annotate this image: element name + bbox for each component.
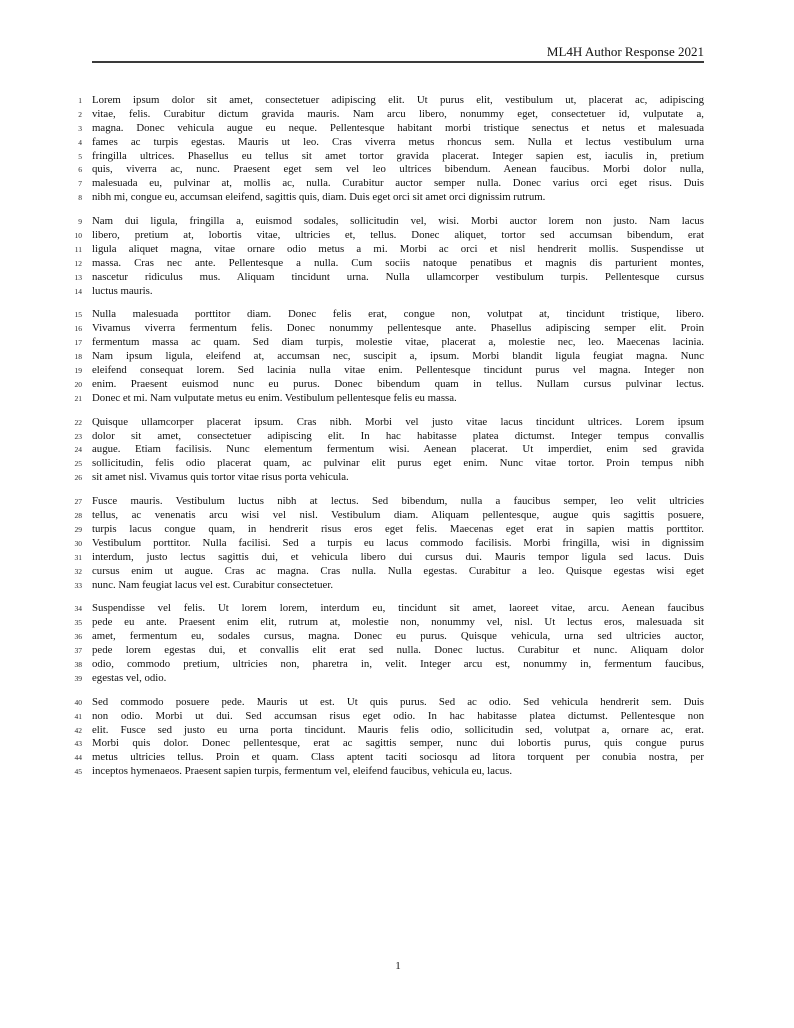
paragraph [74, 415, 704, 485]
line-text: malesuada eu, pulvinar at, mollis ac, nulla. Curabitur auctor semper nulla. Donec varius orci eget risus. Duis [92, 177, 704, 190]
line-number: 13 [74, 272, 82, 282]
text-line [74, 709, 704, 724]
text-line [78, 191, 704, 205]
line-number: 36 [74, 632, 82, 642]
line-number: 2 [78, 109, 82, 119]
line-number: 30 [74, 538, 82, 548]
line-number: 3 [78, 123, 82, 133]
line-number: 14 [74, 286, 82, 296]
line-text: interdum, justo lectus sagittis dui, et vehicula libero dui cursus dui. Mauris tempor ligula sed lacus. Duis [92, 550, 704, 563]
document-body [74, 94, 704, 779]
line-number: 26 [74, 473, 82, 483]
line-text: amet, fermentum eu, sodales cursus, magna. Donec eu purus. Quisque vehicula, urna sed ultricies auctor, [92, 630, 704, 643]
line-number: 6 [78, 165, 82, 175]
line-text: odio, commodo pretium, ultricies non, pharetra in, velit. Integer arcu est, nonummy in, fermentum faucibus, [92, 657, 704, 670]
line-text: magna. Donec vehicula augue eu neque. Pellentesque habitant morbi tristique senectus et netus et malesuada [92, 121, 704, 134]
line-text: Morbi quis dolor. Donec pellentesque, erat ac sagittis semper, nunc dui lobortis purus, quis congue purus [92, 737, 704, 750]
line-text: nunc. Nam feugiat lacus vel est. Curabitur consectetuer. [92, 578, 334, 591]
line-text: Nam ipsum ligula, eleifend at, accumsan nec, suscipit a, ipsum. Morbi blandit ligula feugiat magna. Nunc [92, 350, 704, 363]
paragraph [74, 495, 704, 592]
paragraph [78, 94, 704, 205]
line-text: eleifend consequat lorem. Sed lacinia nulla vitae enim. Pellentesque tincidunt purus vel magna. Integer non [92, 364, 704, 377]
line-number: 11 [74, 244, 82, 254]
text-line [74, 509, 704, 523]
header-rule [92, 61, 704, 63]
line-text: cursus enim ut augue. Cras ac magna. Cras nulla. Nulla egestas. Curabitur a leo. Quisque egestas wisi eget [92, 564, 704, 577]
line-text: ligula aliquet magna, vitae ornare odio metus a mi. Morbi ac orci et nisl hendrerit mollis. Suspendisse ut [92, 242, 704, 255]
paragraph [74, 602, 704, 685]
text-line [74, 270, 704, 285]
line-number: 40 [74, 697, 82, 707]
text-line [74, 671, 704, 686]
line-text: non odio. Morbi ut dui. Sed accumsan risus eget odio. In hac habitasse platea dictumst. Pellentesque non [92, 709, 704, 722]
text-line [74, 723, 704, 738]
line-text: quis, viverra ac, nunc. Praesent eget sem vel leo ultrices bibendum. Aenean faucibus. Morbi dolor nulla, [92, 163, 704, 176]
text-line [74, 415, 704, 430]
line-number: 41 [74, 711, 82, 721]
line-number: 23 [74, 431, 82, 441]
text-line [74, 443, 704, 457]
line-text: libero, pretium at, lobortis vitae, ultricies et, tellus. Donec aliquet, tortor sed accumsan bibendum, erat [92, 229, 704, 242]
text-line [78, 177, 704, 191]
line-text: Suspendisse vel felis. Ut lorem lorem, interdum eu, tincidunt sit amet, laoreet vitae, arcu. Aenean faucibus [92, 602, 704, 615]
text-line [74, 391, 704, 406]
line-text: elit. Fusce sed justo eu urna porta tincidunt. Mauris felis odio, sollicitudin sed, volutpat a, ornare ac, erat. [92, 723, 704, 736]
text-line [74, 630, 704, 644]
line-number: 1 [78, 96, 82, 105]
line-text: Nulla malesuada porttitor diam. Donec felis erat, congue non, volutpat at, tincidunt tristique, libero. [92, 308, 704, 321]
line-text: pede lorem egestas dui, et convallis elit erat sed nulla. Donec luctus. Curabitur et nunc. Aliquam dolor [92, 644, 704, 657]
line-number: 19 [74, 366, 82, 376]
text-line [74, 751, 704, 765]
line-text: vitae, felis. Curabitur dictum gravida mauris. Nam arcu libero, nonummy eget, consectetuer id, vulputate a, [92, 107, 704, 120]
line-number: 32 [74, 566, 82, 576]
text-line [74, 364, 704, 378]
text-line [74, 522, 704, 537]
line-number: 16 [74, 324, 82, 334]
text-line [74, 229, 704, 243]
text-line [74, 737, 704, 751]
text-line [78, 121, 704, 136]
line-text: inceptos hymenaeos. Praesent sapien turpis, fermentum vel, eleifend faucibus, vehicula eu, lacus. [92, 765, 513, 778]
line-number: 45 [74, 767, 82, 777]
line-number: 21 [74, 393, 82, 403]
text-line [74, 377, 704, 392]
line-text: Quisque ullamcorper placerat ipsum. Cras nibh. Morbi vel justo vitae lacus tincidunt ultrices. Lorem ipsum [92, 415, 704, 428]
line-number: 18 [74, 352, 82, 362]
line-number: 28 [74, 511, 82, 521]
line-number: 22 [74, 417, 82, 427]
line-text: Sed commodo posuere pede. Mauris ut est. Ut quis purus. Sed ac odio. Sed vehicula hendrerit sem. Duis [92, 695, 704, 708]
line-text: fringilla ultrices. Phasellus eu tellus sit amet tortor gravida placerat. Integer sapien est, iaculis in, pretium [92, 149, 704, 162]
line-number: 8 [78, 193, 82, 203]
text-line [74, 471, 704, 485]
paragraph [74, 695, 704, 779]
text-line [74, 602, 704, 616]
text-line [78, 107, 704, 122]
text-line [74, 550, 704, 565]
line-number: 7 [78, 179, 82, 189]
line-number: 44 [74, 753, 82, 763]
line-text: dolor sit amet, consectetuer adipiscing elit. In hac habitasse platea dictumst. Integer tempus convallis [92, 429, 704, 442]
text-line [74, 322, 704, 336]
line-number: 27 [74, 497, 82, 507]
line-text: nascetur ridiculus mus. Aliquam tincidunt urna. Nulla ullamcorper vestibulum turpis. Pellentesque cursus [92, 270, 704, 283]
line-text: tellus, ac venenatis arcu wisi vel nisl. Vestibulum diam. Aliquam pellentesque, augue quis sagittis posuere, [92, 509, 704, 522]
line-text: Donec et mi. Nam vulputate metus eu enim. Vestibulum pellentesque felis eu massa. [92, 391, 457, 404]
line-number: 38 [74, 659, 82, 669]
text-line [74, 336, 704, 350]
line-number: 9 [78, 217, 82, 227]
text-line [74, 564, 704, 579]
line-text: sollicitudin, felis odio placerat quam, ac pulvinar elit purus eget enim. Nunc vitae tortor. Proin tempus nibh [92, 457, 704, 470]
text-line [74, 308, 704, 322]
line-text: egestas vel, odio. [92, 671, 167, 684]
text-line [74, 616, 704, 630]
line-number: 25 [74, 459, 82, 469]
line-text: pede eu ante. Praesent enim elit, rutrum at, molestie non, nonummy vel, nisl. Ut lectus eros, malesuada sit [92, 616, 704, 629]
text-line [74, 657, 704, 672]
line-text: augue. Etiam facilisis. Nunc elementum fermentum wisi. Aenean placerat. Ut imperdiet, enim sed gravida [92, 443, 704, 456]
text-line [74, 765, 704, 779]
running-head-title: ML4H Author Response 2021 [546, 44, 704, 59]
line-text: massa. Cras nec ante. Pellentesque a nulla. Cum sociis natoque penatibus et magnis dis parturient montes, [92, 256, 704, 269]
line-number: 5 [78, 151, 82, 161]
line-number: 29 [74, 524, 82, 534]
line-text: Vestibulum porttitor. Nulla facilisi. Sed a turpis eu lacus commodo facilisis. Morbi fringilla, wisi in dignissim [92, 536, 704, 549]
text-line [74, 242, 704, 257]
line-text: Vivamus viverra fermentum felis. Donec nonummy pellentesque ante. Phasellus adipiscing semper elit. Proin [92, 322, 704, 335]
line-number: 17 [74, 338, 82, 348]
line-number: 35 [74, 618, 82, 628]
text-line [74, 644, 704, 658]
line-text: luctus mauris. [92, 284, 153, 297]
text-line [78, 149, 704, 164]
line-number: 43 [74, 739, 82, 749]
line-number: 39 [74, 673, 82, 683]
paragraph [74, 215, 704, 298]
text-line [74, 350, 704, 364]
line-text: Fusce mauris. Vestibulum luctus nibh at lectus. Sed bibendum, nulla a faucibus semper, leo velit ultricies [92, 495, 704, 508]
line-number: 20 [74, 379, 82, 389]
text-line [74, 457, 704, 471]
line-number: 33 [74, 580, 82, 590]
line-number: 34 [74, 604, 82, 614]
line-number: 15 [74, 310, 82, 320]
page-number: 1 [395, 960, 401, 972]
line-number: 37 [74, 646, 82, 656]
text-line [74, 495, 704, 509]
line-text: Lorem ipsum dolor sit amet, consectetuer adipiscing elit. Ut purus elit, vestibulum ut, placerat ac, adipiscing [92, 94, 704, 106]
text-line [74, 536, 704, 551]
line-text: metus ultricies tellus. Proin et quam. Class aptent taciti sociosqu ad litora torquent per conubia nostra, per [92, 751, 704, 764]
line-number: 42 [74, 725, 82, 735]
line-text: nibh mi, congue eu, accumsan eleifend, sagittis quis, diam. Duis eget orci sit amet orci dignissim rutrum. [92, 191, 546, 204]
line-text: Nam dui ligula, fringilla a, euismod sodales, sollicitudin vel, wisi. Morbi auctor lorem non justo. Nam lacus [92, 215, 704, 228]
line-text: fames ac turpis egestas. Mauris ut leo. Cras viverra metus rhoncus sem. Nulla et lectus vestibulum urna [92, 135, 704, 148]
line-text: fermentum massa ac quam. Sed diam turpis, molestie vitae, placerat a, molestie nec, leo. Maecenas lacinia. [92, 336, 704, 349]
line-number: 10 [74, 231, 82, 241]
text-line [78, 94, 704, 108]
paragraph [74, 308, 704, 405]
text-line [78, 163, 704, 177]
text-line [74, 429, 704, 444]
text-line [74, 256, 704, 271]
text-line [74, 695, 704, 710]
line-text: enim. Praesent euismod nunc eu purus. Donec bibendum quam in tellus. Nullam cursus pulvinar lectus. [92, 377, 704, 390]
line-number: 12 [74, 258, 82, 268]
text-line [74, 284, 704, 299]
line-number: 4 [78, 137, 82, 147]
line-text: turpis lacus congue quam, in hendrerit risus eros eget felis. Maecenas eget erat in sapien mattis porttitor. [92, 522, 704, 535]
line-text: sit amet nisl. Vivamus quis tortor vitae risus porta vehicula. [92, 471, 349, 484]
text-line [74, 578, 704, 593]
line-number: 31 [74, 552, 82, 562]
text-line [78, 135, 704, 150]
text-line [78, 215, 704, 229]
line-number: 24 [74, 445, 82, 455]
